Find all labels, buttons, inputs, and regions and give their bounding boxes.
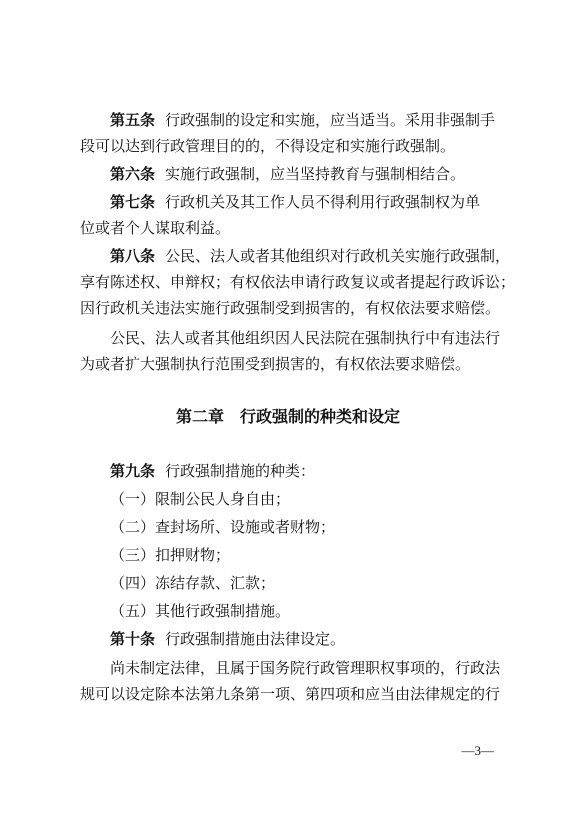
article-8-line-2: 享有陈述权、申辩权；有权依法申请行政复议或者提起行政诉讼； xyxy=(80,273,516,291)
article-text: 行政强制措施的种类： xyxy=(165,462,316,480)
article-text: 行政强制措施由法律设定。 xyxy=(165,630,346,648)
chapter-heading xyxy=(0,406,576,428)
article-8-para2-line-2: 为或者扩大强制执行范围受到损害的，有权依法要求赔偿。 xyxy=(80,355,471,373)
article-number: 第七条 xyxy=(110,193,156,211)
article-number: 第六条 xyxy=(110,165,156,183)
chapter-number: 第二章 xyxy=(175,407,224,426)
article-7-line-2: 位或者个人谋取利益。 xyxy=(80,219,231,237)
article-text: 公民、法人或者其他组织对行政机关实施行政强制， xyxy=(165,247,511,265)
article-5-line-1 xyxy=(110,110,500,130)
article-5-line-2: 段可以达到行政管理目的的，不得设定和实施行政强制。 xyxy=(80,137,456,155)
article-9-line-1 xyxy=(110,461,500,481)
article-6-line-1 xyxy=(110,164,500,184)
article-number: 第八条 xyxy=(110,247,156,265)
article-8-para2-line-1: 公民、法人或者其他组织因人民法院在强制执行中有违法行 xyxy=(110,329,501,347)
list-item-4: （四）冻结存款、汇款； xyxy=(110,574,276,592)
list-item-2: （二）查封场所、设施或者财物； xyxy=(110,518,336,536)
article-8-line-1 xyxy=(110,246,511,266)
chapter-title: 行政强制的种类和设定 xyxy=(240,407,401,426)
article-10-para2-line-1: 尚未制定法律，且属于国务院行政管理职权事项的，行政法 xyxy=(110,659,501,677)
article-10-line-1 xyxy=(110,629,500,649)
article-10-para2-line-2: 规可以设定除本法第九条第一项、第四项和应当由法律规定的行 xyxy=(80,685,501,703)
list-item-1: （一）限制公民人身自由； xyxy=(110,490,291,508)
list-item-5: （五）其他行政强制措施。 xyxy=(110,602,291,620)
page-number: —3— xyxy=(461,743,494,758)
article-text: 行政机关及其工作人员不得利用行政强制权为单 xyxy=(165,193,481,211)
article-number: 第五条 xyxy=(110,111,156,129)
article-8-line-3: 因行政机关违法实施行政强制受到损害的，有权依法要求赔偿。 xyxy=(80,299,501,317)
article-text: 行政强制的设定和实施，应当适当。采用非强制手 xyxy=(165,111,496,129)
article-text: 实施行政强制，应当坚持教育与强制相结合。 xyxy=(165,165,466,183)
article-number: 第九条 xyxy=(110,462,156,480)
article-number: 第十条 xyxy=(110,630,156,648)
list-item-3: （三）扣押财物； xyxy=(110,546,231,564)
article-7-line-1 xyxy=(110,192,500,212)
